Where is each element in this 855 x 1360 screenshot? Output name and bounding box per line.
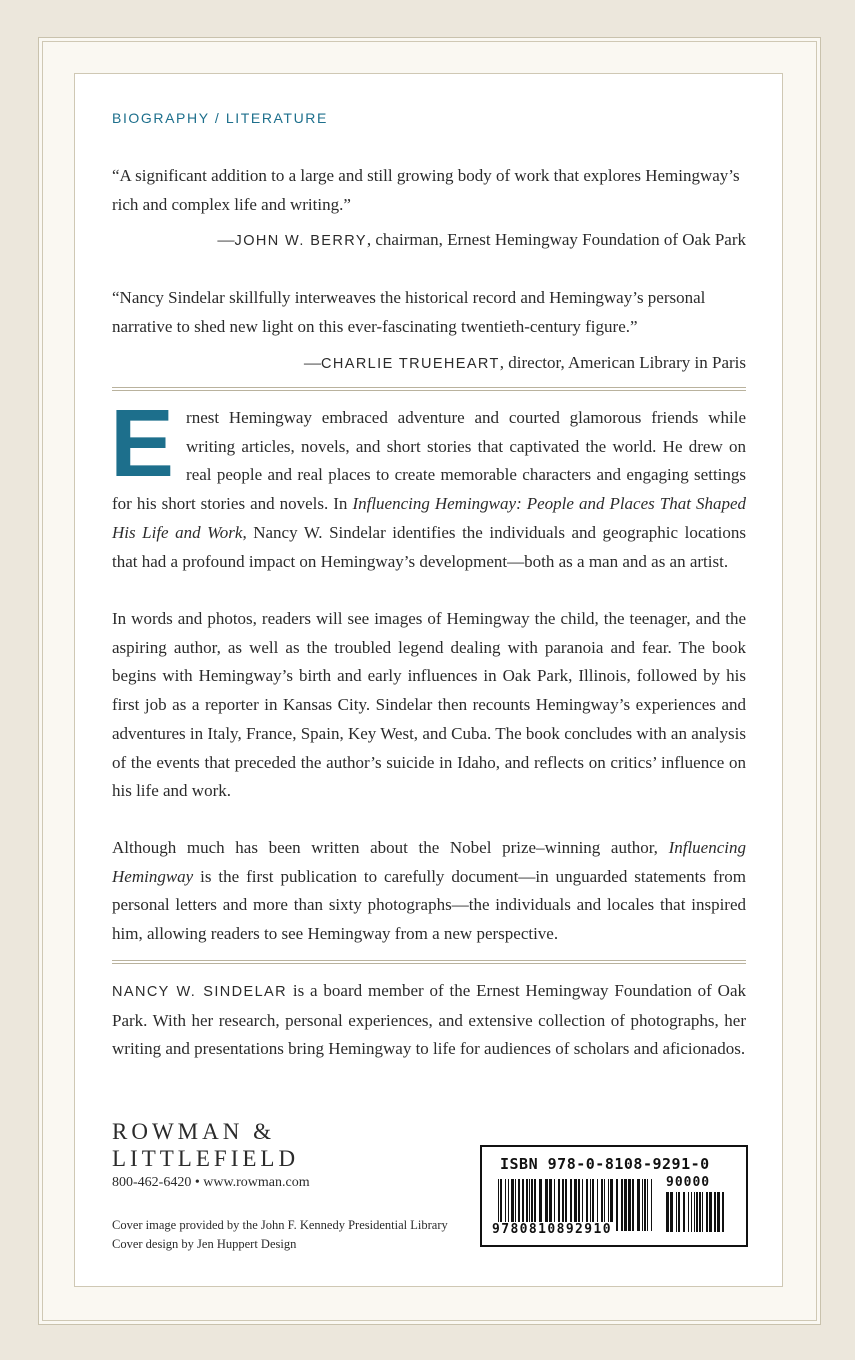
barcode-bar bbox=[688, 1192, 689, 1232]
cover-design-credit: Cover design by Jen Huppert Design bbox=[112, 1236, 297, 1251]
review-attribution-2: —CHARLIE TRUEHEART, director, American Library in Paris bbox=[304, 353, 746, 372]
barcode-bar bbox=[666, 1192, 669, 1232]
barcode-bar bbox=[644, 1179, 646, 1231]
cover-credits bbox=[112, 1216, 448, 1253]
isbn-barcode bbox=[480, 1145, 748, 1247]
barcode-bar bbox=[683, 1192, 685, 1232]
barcode-bar bbox=[699, 1192, 701, 1232]
isbn-label: ISBN 978-0-8108-9291-0 bbox=[500, 1155, 710, 1173]
barcode-bar bbox=[670, 1192, 673, 1232]
book-title: Influencing Hemingway: People and Places That Shaped His Life and Work bbox=[112, 494, 746, 542]
barcode-bar bbox=[696, 1192, 698, 1232]
reviewer-role: , director, American Library in Paris bbox=[499, 353, 746, 372]
barcode-bar bbox=[647, 1179, 648, 1231]
description-paragraph-2: In words and photos, readers will see images of Hemingway the child, the teenager, and the aspiring author, as well as the troubled legend dealing with paranoia and fear. The book begins with Hemingway’s birth and early influences in Oak Park, Illinois, followed by his first job as a reporter in Kansas City. Sindelar then recounts Hemingway’s experiences and adventures in Italy, France, Spain, Key West, and Cuba. The book concludes with an analysis of the events that preceded the author’s suicide in Idaho, and reflects on critics’ influence on his life and work. bbox=[112, 609, 746, 801]
author-name: NANCY W. SINDELAR bbox=[112, 984, 287, 1000]
description-paragraph-1: Ernest Hemingway embraced adventure and courted glamorous friends while writing articles, novels, and short stories that captivated the world. He drew on real people and real places to create memorable characters and engaging settings for his short stories and novels. In Influencing Hemingway: People and Places That Shaped His Life and Work, Nancy W. Sindelar identifies the individuals and geographic locations that had a profound impact on Hemingway’s development—both as a man and as an artist. bbox=[110, 390, 746, 571]
barcode-bar bbox=[628, 1179, 631, 1231]
review-attribution-1: —JOHN W. BERRY, chairman, Ernest Hemingway Foundation of Oak Park bbox=[217, 230, 746, 249]
barcode-bar bbox=[676, 1192, 677, 1232]
barcode-bar bbox=[691, 1192, 692, 1232]
reviewer-name: JOHN W. BERRY bbox=[234, 233, 367, 249]
review-quote-1: “A significant addition to a large and still growing body of work that explores Hemingway’s rich and complex life and writing.” bbox=[112, 166, 740, 214]
barcode-bar bbox=[632, 1179, 634, 1231]
barcode-bar bbox=[702, 1192, 703, 1232]
cover-image-credit: Cover image provided by the John F. Kennedy Presidential Library bbox=[112, 1218, 448, 1232]
barcode-bar bbox=[678, 1192, 680, 1232]
barcode-bar bbox=[706, 1192, 708, 1232]
barcode-bar bbox=[709, 1192, 712, 1232]
barcode-bar bbox=[714, 1192, 716, 1232]
barcode-bar bbox=[694, 1192, 695, 1232]
divider-rule bbox=[112, 387, 746, 391]
barcode-bar bbox=[637, 1179, 640, 1231]
reviewer-role: , chairman, Ernest Hemingway Foundation of Oak Park bbox=[366, 230, 746, 249]
drop-cap: E bbox=[110, 390, 175, 497]
barcode-bar bbox=[621, 1179, 623, 1231]
price-addon-digits: 90000 bbox=[666, 1175, 711, 1190]
publisher-contact: 800-462-6420 • www.rowman.com bbox=[112, 1175, 310, 1190]
addon-barcode-bars bbox=[664, 1192, 728, 1232]
description-paragraph-3: Although much has been written about the Nobel prize–winning author, Influencing Hemingway is the first publication to carefully document—in unguarded statements from personal letters and more than sixty photographs—the individuals and locales that inspired him, allowing readers to see Hemingway from a new perspective. bbox=[112, 838, 746, 944]
category-label: BIOGRAPHY / LITERATURE bbox=[112, 110, 328, 126]
barcode-bar bbox=[642, 1179, 643, 1231]
barcode-bar bbox=[624, 1179, 627, 1231]
barcode-bar bbox=[616, 1179, 618, 1231]
divider-rule bbox=[112, 960, 746, 964]
reviewer-name: CHARLIE TRUEHEART bbox=[321, 356, 500, 372]
book-title: Influencing Hemingway bbox=[112, 838, 746, 886]
review-quote-2: “Nancy Sindelar skillfully interweaves the historical record and Hemingway’s personal narrative to shed new light on this ever-fascinating twentieth-century figure.” bbox=[112, 288, 706, 336]
barcode-bar bbox=[722, 1192, 724, 1232]
author-bio: NANCY W. SINDELAR is a board member of the Ernest Hemingway Foundation of Oak Park. With her research, personal experiences, and extensive collection of photographs, her writing and presentations bring Hemingway to life for audiences of scholars and aficionados. bbox=[112, 981, 747, 1059]
ean-digits: 9780810892910 bbox=[492, 1222, 612, 1237]
barcode-bar bbox=[717, 1192, 720, 1232]
barcode-bar bbox=[651, 1179, 652, 1231]
publisher-logo: ROWMAN & LITTLEFIELD bbox=[112, 1119, 300, 1171]
